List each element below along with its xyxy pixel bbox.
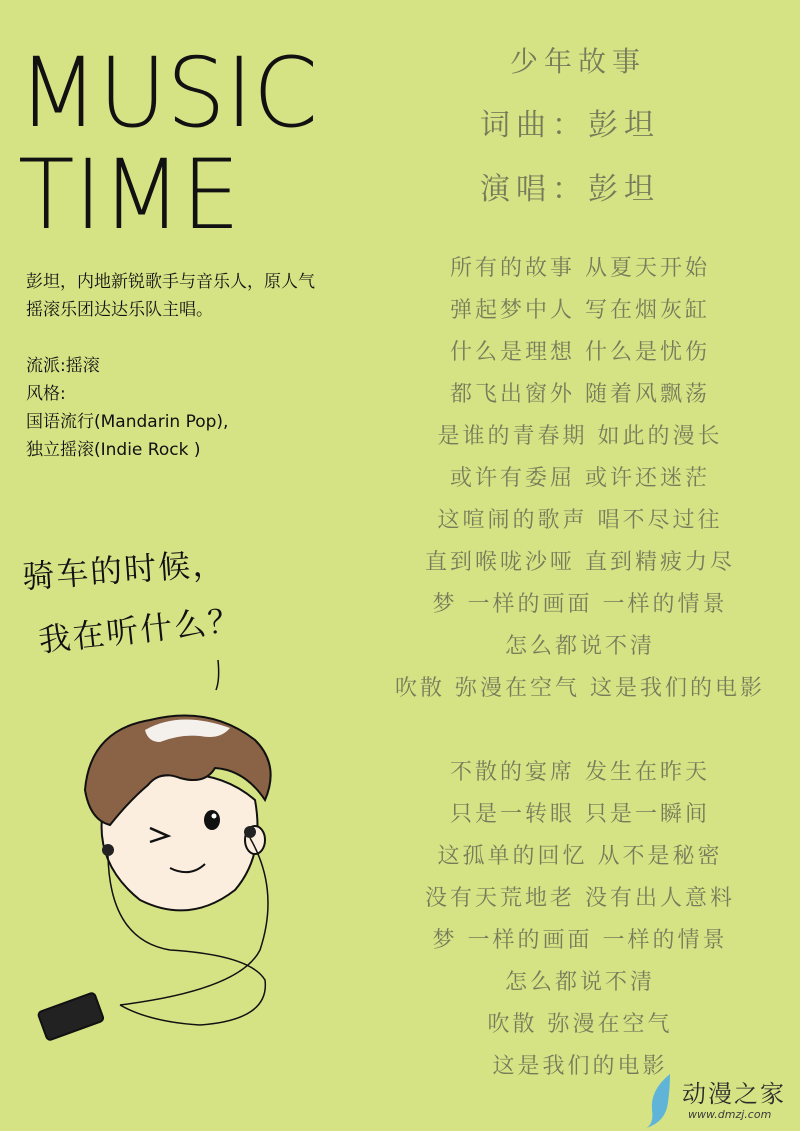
lyric-line: 怎么都说不清 [504, 634, 655, 659]
music-time-title [18, 38, 338, 238]
logo-brand-text: 动漫之家 [682, 1080, 786, 1108]
song-info [480, 40, 700, 228]
title-line-time: TIME [18, 139, 240, 238]
bio-line: 彭坦，内地新锐歌手与音乐人，原人气 [26, 272, 315, 292]
lyric-line: 这喧闹的歌声 唱不尽过往 [437, 508, 723, 533]
bio-line: 摇滚乐团达达乐队主唱。 [26, 300, 213, 320]
lyric-line: 只是一转眼 只是一瞬间 [450, 802, 710, 827]
song-singer: 演唱：彭坦 [480, 172, 660, 207]
lyric-line: 没有天荒地老 没有出人意料 [425, 886, 735, 911]
lyrics-verse-1 [370, 248, 790, 710]
lyric-line: 吹散 弥漫在空气 这是我们的电影 [395, 676, 765, 701]
dmzj-logo [640, 1070, 800, 1131]
question-line-2: 我在听什么？ [36, 600, 244, 660]
lyric-line: 梦 一样的画面 一样的情景 [432, 928, 728, 953]
lyric-line: 所有的故事 从夏天开始 [450, 256, 710, 281]
lyric-line: 或许有委屈 或许还迷茫 [450, 466, 710, 491]
lyric-line: 梦 一样的画面 一样的情景 [432, 592, 728, 617]
earbud-left [102, 844, 114, 856]
lyric-line: 吹散 弥漫在空气 [487, 1012, 673, 1037]
lyric-line: 这是我们的电影 [492, 1054, 668, 1079]
lyric-line: 都飞出窗外 随着风飘荡 [450, 382, 710, 407]
lyrics-verse-2 [370, 752, 790, 1088]
lyric-line: 直到喉咙沙哑 直到精疲力尽 [425, 550, 735, 575]
lyric-line: 是谁的青春期 如此的漫长 [437, 424, 723, 449]
speech-tick [216, 660, 219, 690]
genre-text: 流派:摇滚 [26, 356, 100, 376]
feather-icon [646, 1074, 670, 1128]
earbud-right [244, 826, 256, 838]
open-eye [204, 810, 220, 830]
handwritten-question [22, 535, 322, 665]
style-line: 独立摇滚(Indie Rock ) [26, 440, 201, 460]
artist-bio [26, 268, 396, 464]
question-line-1: 骑车的时候， [21, 543, 228, 597]
style-line: 国语流行(Mandarin Pop), [26, 412, 229, 432]
lyric-line: 这孤单的回忆 从不是秘密 [437, 844, 723, 869]
song-composer: 词曲：彭坦 [480, 108, 660, 143]
lyric-line: 不散的宴席 发生在昨天 [450, 760, 710, 785]
style-label: 风格: [26, 384, 66, 404]
song-title: 少年故事 [510, 45, 647, 78]
cartoon-boy-illustration [30, 650, 330, 1060]
music-player-icon [38, 992, 105, 1041]
title-line-music: MUSIC [18, 38, 318, 149]
lyric-line: 什么是理想 什么是忧伤 [450, 340, 710, 365]
logo-url-text: www.dmzj.com [688, 1108, 772, 1121]
lyric-line: 怎么都说不清 [504, 970, 655, 995]
lyric-line: 弹起梦中人 写在烟灰缸 [450, 298, 710, 323]
